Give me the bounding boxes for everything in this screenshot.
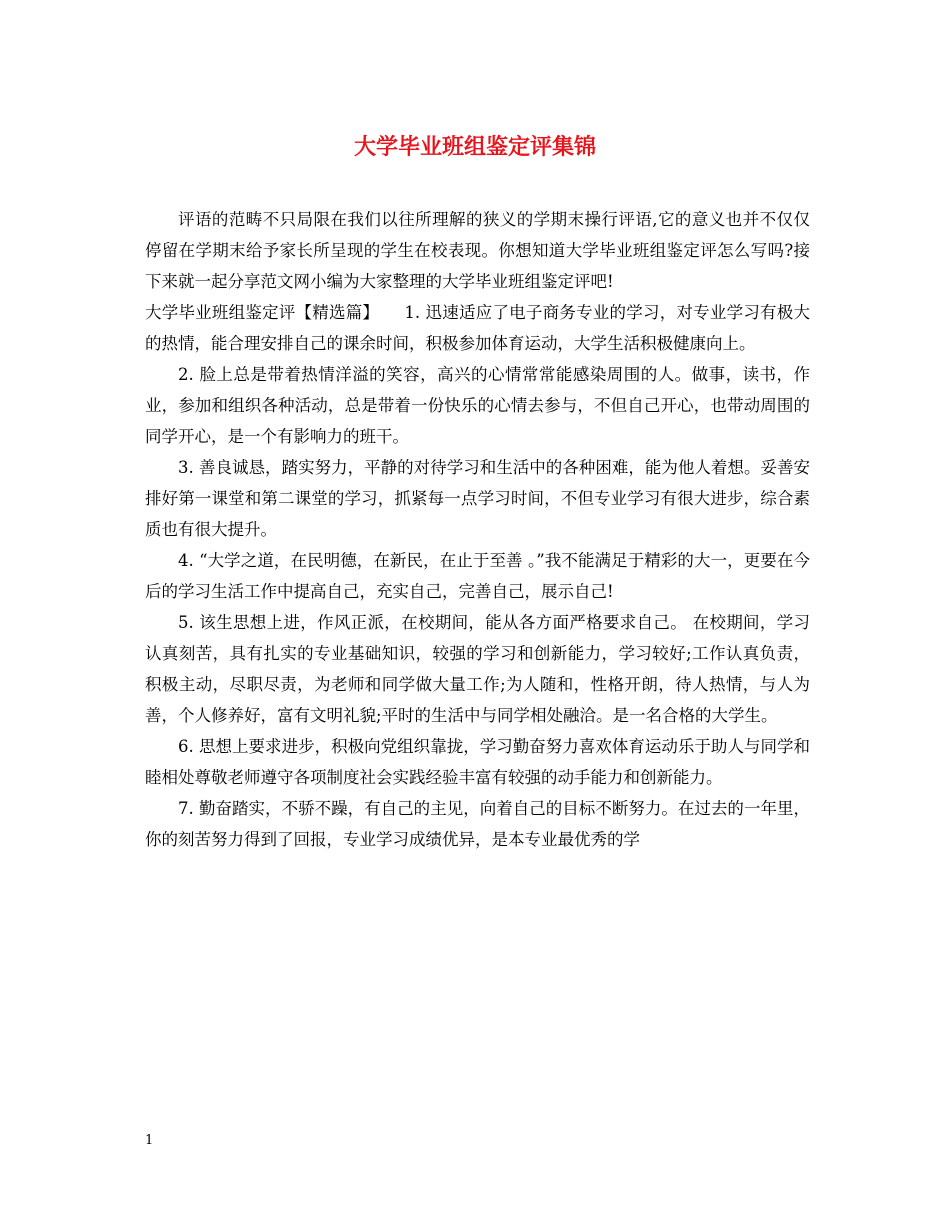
intro-paragraph: 评语的范畴不只局限在我们以往所理解的狭义的学期末操行评语,它的意义也并不仅仅停留在学期末给予家长所呈现的学生在校表现。你想知道大学毕业班组鉴定评怎么写吗?接下来就一起分享范文网小编为大家整理的大学毕业班组鉴定评吧!: [145, 210, 810, 291]
paragraph-item-3: 3. 善良诚恳，踏实努力，平静的对待学习和生活中的各种困难，能为他人着想。妥善安排好第一课堂和第二课堂的学习，抓紧每一点学习时间，不但专业学习有很大进步，综合素质也有很大提升。: [145, 458, 810, 539]
document-body: [145, 204, 810, 855]
paragraph-item-6: 6. 思想上要求进步，积极向党组织靠拢，学习勤奋努力喜欢体育运动乐于助人与同学和睦相处尊敬老师遵守各项制度社会实践经验丰富有较强的动手能力和创新能力。: [145, 737, 810, 787]
paragraph-item-1: 大学毕业班组鉴定评【精选篇】 1. 迅速适应了电子商务专业的学习，对专业学习有极大的热情，能合理安排自己的课余时间，积极参加体育运动，大学生活积极健康向上。: [145, 303, 810, 353]
paragraph-item-7: 7. 勤奋踏实，不骄不躁，有自己的主见，向着自己的目标不断努力。在过去的一年里，你的刻苦努力得到了回报，专业学习成绩优异，是本专业最优秀的学: [145, 799, 810, 849]
paragraph-item-2: 2. 脸上总是带着热情洋溢的笑容，高兴的心情常常能感染周围的人。做事，读书，作业，参加和组织各种活动，总是带着一份快乐的心情去参与，不但自己开心，也带动周围的同学开心，是一个有影响力的班干。: [145, 365, 810, 446]
page-number: 1: [145, 1133, 154, 1148]
paragraph-item-4: 4. “大学之道，在民明德，在新民，在止于至善 。”我不能满足于精彩的大一，更要在今后的学习生活工作中提高自己，充实自己，完善自己，展示自己!: [145, 551, 810, 601]
paragraph-item-5: 5. 该生思想上进，作风正派，在校期间，能从各方面严格要求自己。 在校期间，学习认真刻苦，具有扎实的专业基础知识，较强的学习和创新能力，学习较好;工作认真负责，积极主动，尽职尽责，为老师和同学做大量工作;为人随和，性格开朗，待人热情，与人为善，个人修养好，富有文明礼貌;平时的生活中与同学相处融洽。是一名合格的大学生。: [145, 613, 810, 725]
document-title: 大学毕业班组鉴定评集锦: [353, 135, 596, 160]
